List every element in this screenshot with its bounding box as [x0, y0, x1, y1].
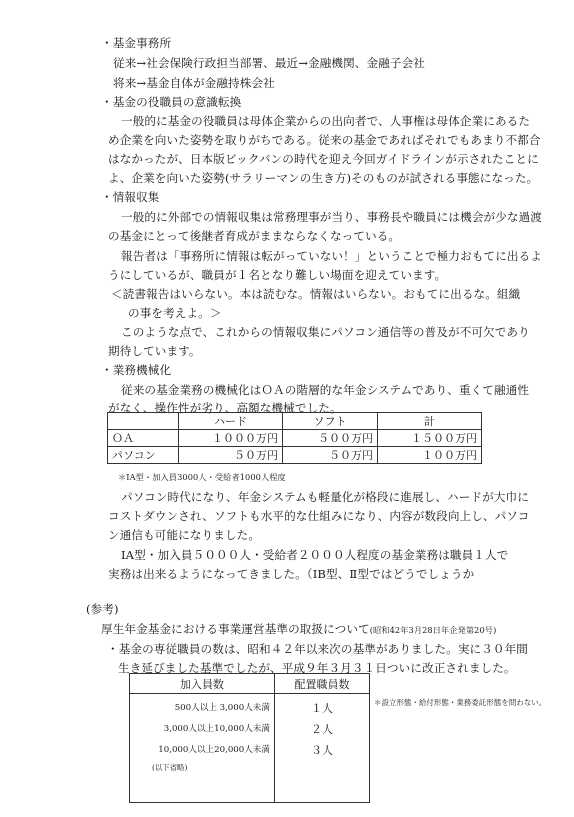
section-heading-office: ・基金事務所 — [101, 36, 172, 50]
reference-title-text: 厚生年金基金における事業運営基準の取扱について — [101, 622, 370, 636]
table-cell: ＯＡ — [108, 430, 179, 447]
mech-after-line-2: コストダウンされ、ソフトも水平的な仕組みになり、内容が数段向上し、パソコ — [108, 509, 530, 523]
mech-after-line-5: 実務は出来るようになってきました。（ⅠB型、Ⅱ型ではどうでしょうか — [108, 567, 475, 581]
table-header-cell: 加入員数 — [130, 674, 275, 694]
staffing-standard-table — [129, 673, 370, 803]
section-heading-mechanization: ・業務機械化 — [101, 363, 172, 377]
staff-line-3: はなかったが、日本版ビックバンの時代を迎え今回ガイドラインが示されたことに — [108, 152, 539, 166]
office-line-1: 従来→社会保険行政担当部署、最近→金融機関、金融子会社 — [113, 56, 425, 70]
reference-line-1: ・基金の専従職員の数は、昭和４２年以来次の基準がありました。実に３０年間 — [107, 642, 528, 656]
reference-heading: (参考) — [86, 602, 119, 616]
info-line-4: うにしているが、職員が１名となり難しい場面を迎えています。 — [108, 268, 447, 282]
table-row — [108, 430, 482, 447]
info-line-5: ＜読書報告はいらない。本は読むな。情報はいらない。おもてに出るな。組織 — [111, 287, 521, 301]
reference-title — [101, 622, 496, 637]
table-header-cell — [108, 413, 179, 430]
mech-after-line-4: ⅠA型・加入員５０００人・受給者２０００人程度の基金業務は職員１人で — [121, 548, 509, 562]
office-line-2: 将来→基金自体が金融持株会社 — [113, 76, 275, 90]
mech-line-1: 従来の基金業務の機械化はＯＡの階層的な年金システムであり、重くて融通性 — [121, 383, 530, 397]
table-cell: １５００万円 — [378, 430, 482, 447]
mech-after-line-3: ン通信も可能になりました。 — [108, 528, 261, 542]
section-heading-info: ・情報収集 — [101, 190, 160, 204]
table-cell: ５０万円 — [179, 447, 283, 464]
info-line-7: このような点で、これからの情報収集にパソコン通信等の普及が不可欠であり — [121, 325, 530, 339]
mech-after-line-1: パソコン時代になり、年金システムも軽量化が格段に進展し、ハードが大巾に — [121, 490, 529, 504]
staff-line-1: 一般的に基金の役職員は母体企業からの出向者で、人事権は母体企業にあるた — [121, 114, 531, 128]
cost-comparison-table — [107, 412, 482, 464]
info-line-2: の基金にとって後継者育成がままならなくなっている。 — [108, 229, 401, 243]
staff-count: ２人 — [311, 723, 333, 736]
mech-line-2: がなく、操作性が劣り、高額な機械でした。 — [108, 401, 342, 415]
table-header-cell: ソフト — [283, 413, 378, 430]
table-cell: ５０万円 — [283, 447, 378, 464]
table-header-row — [130, 674, 370, 694]
reference-line-2: 生き延びました基準でしたが、平成９年３月３１日ついに改正されました。 — [118, 661, 516, 675]
table-row — [108, 447, 482, 464]
info-line-8: 期待しています。 — [108, 344, 201, 358]
member-ranges-cell — [130, 694, 275, 803]
table-header-cell: 配置職員数 — [275, 674, 370, 694]
table-header-cell: ハード — [179, 413, 283, 430]
member-range: 500人以上 3,000人未満 — [174, 703, 270, 713]
staff-line-2: め企業を向いた姿勢を取りがちである。従来の基金であればそれでもあまり不都合 — [108, 133, 541, 147]
table-header-row — [108, 413, 482, 430]
table-cell: １０００万円 — [179, 430, 283, 447]
table-body-row — [130, 694, 370, 803]
staff-counts-cell — [275, 694, 370, 803]
info-line-3: 報告者は「事務所に情報は転がっていない！」ということで極力おもてに出るよ — [121, 249, 542, 263]
reference-title-note: (昭和42年3月28日年企発第20号) — [369, 625, 497, 635]
table-cell: パソコン — [108, 447, 179, 464]
info-line-1: 一般的に外部での情報収集は常務理事が当り、事務長や職員には機会が少な過渡 — [121, 210, 542, 224]
table-header-cell: 計 — [378, 413, 482, 430]
table-footnote: ＊ⅠA型・加入員3000人・受給者1000人程度 — [118, 472, 286, 482]
info-line-6: の事を考えよ。＞ — [128, 306, 222, 320]
side-note: ＊設立形態・給付形態・業務委託形態を問わない。 — [374, 698, 547, 707]
member-range: 10,000人以上20,000人未満 — [158, 745, 270, 755]
section-heading-staff: ・基金の役職員の意識転換 — [101, 95, 242, 109]
member-range: 3,000人以上10,000人未満 — [163, 724, 270, 734]
table-cell: ５００万円 — [283, 430, 378, 447]
staff-count: １人 — [311, 702, 333, 715]
omitted-note: (以下省略) — [152, 763, 188, 772]
staff-line-4: よ、企業を向いた姿勢(サラリーマンの生き方)そのものが試される事態になった。 — [108, 171, 539, 185]
table-cell: １００万円 — [378, 447, 482, 464]
staff-count: ３人 — [311, 744, 333, 757]
